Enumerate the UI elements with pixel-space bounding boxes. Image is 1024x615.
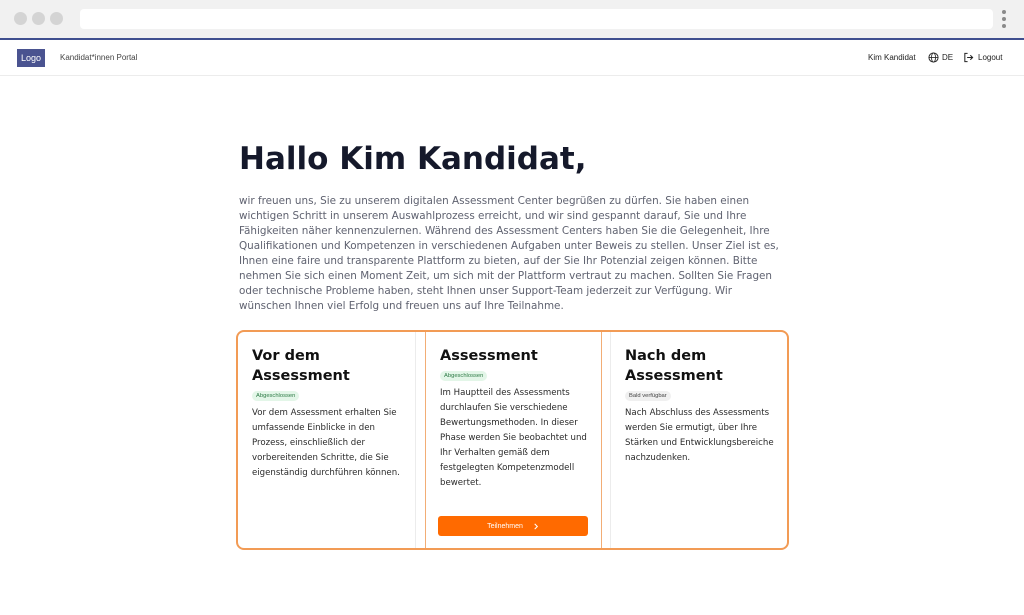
browser-chrome: [0, 0, 1024, 38]
phase-title: Assessment: [440, 348, 538, 364]
intro-text: wir freuen uns, Sie zu unserem digitalen Assessment Center begrüßen zu dürfen. Sie haben einen wichtigen Schritt in unserem Auswahlprozess erreicht, und wir sind gespannt darauf, Sie und Ihre Fähigkeiten näher kennenzulernen. Während des Assessment Centers haben Sie die Gelegenheit, Ihre Qualifikationen und Kompetenzen in verschiedenen Aufgaben unter Beweis zu stellen. Unser Ziel ist es, Ihnen eine faire und transparente Plattform zu bieten, auf der Sie Ihr Potenzial zeigen können. Bitte nehmen Sie sich einen Moment Zeit, um sich mit der Plattform vertraut zu machen. Sollten Sie Fragen oder technische Probleme haben, steht Ihnen unser Support-Team jederzeit zur Verfügung. Wir wünschen Ihnen viel Erfolg und freuen uns auf Ihre Teilnahme.: [239, 195, 779, 312]
phase-card-after: [610, 332, 787, 548]
logout-label: Logout: [978, 52, 1003, 62]
phase-card-assessment: [425, 332, 602, 548]
app-header: [0, 40, 1024, 76]
chevron-right-icon: [533, 523, 539, 530]
window-dot-close[interactable]: [14, 12, 27, 25]
phase-description: Im Hauptteil des Assessments durchlaufen Sie verschiedene Bewertungsmethoden. In dieser Phase werden Sie beobachtet und Ihr Verhalten gemäß dem festgelegten Kompetenzmodell bewertet.: [440, 388, 587, 488]
browser-menu-icon[interactable]: [1001, 10, 1007, 28]
portal-name: Kandidat*innen Portal: [60, 53, 138, 62]
phase-card-before: [238, 332, 416, 548]
join-button[interactable]: [438, 516, 588, 536]
status-badge: Abgeschlossen: [440, 371, 487, 381]
globe-icon: [928, 52, 939, 63]
language-label: DE: [942, 52, 954, 62]
logout-button[interactable]: [963, 51, 1002, 63]
logout-icon: [963, 52, 974, 63]
phase-title: Vor dem Assessment: [252, 348, 350, 384]
window-dot-maximize[interactable]: [50, 12, 63, 25]
join-button-label: Teilnehmen: [487, 522, 523, 530]
status-badge: Bald verfügbar: [625, 391, 671, 401]
address-bar[interactable]: [80, 9, 993, 29]
user-name[interactable]: Kim Kandidat: [868, 53, 916, 62]
phase-description: Vor dem Assessment erhalten Sie umfassende Einblicke in den Prozess, einschließlich der vorbereitenden Schritte, die Sie eigenständig durchführen können.: [252, 408, 400, 478]
language-switcher[interactable]: [928, 51, 953, 63]
phase-description: Nach Abschluss des Assessments werden Sie ermutigt, über Ihre Stärken und Entwicklungsbereiche nachzudenken.: [625, 408, 774, 463]
status-badge: Abgeschlossen: [252, 391, 299, 401]
phase-title: Nach dem Assessment: [625, 348, 723, 384]
page-title: Hallo Kim Kandidat,: [239, 141, 587, 177]
window-dot-minimize[interactable]: [32, 12, 45, 25]
logo[interactable]: Logo: [17, 49, 45, 67]
assessment-phases: [236, 330, 789, 550]
